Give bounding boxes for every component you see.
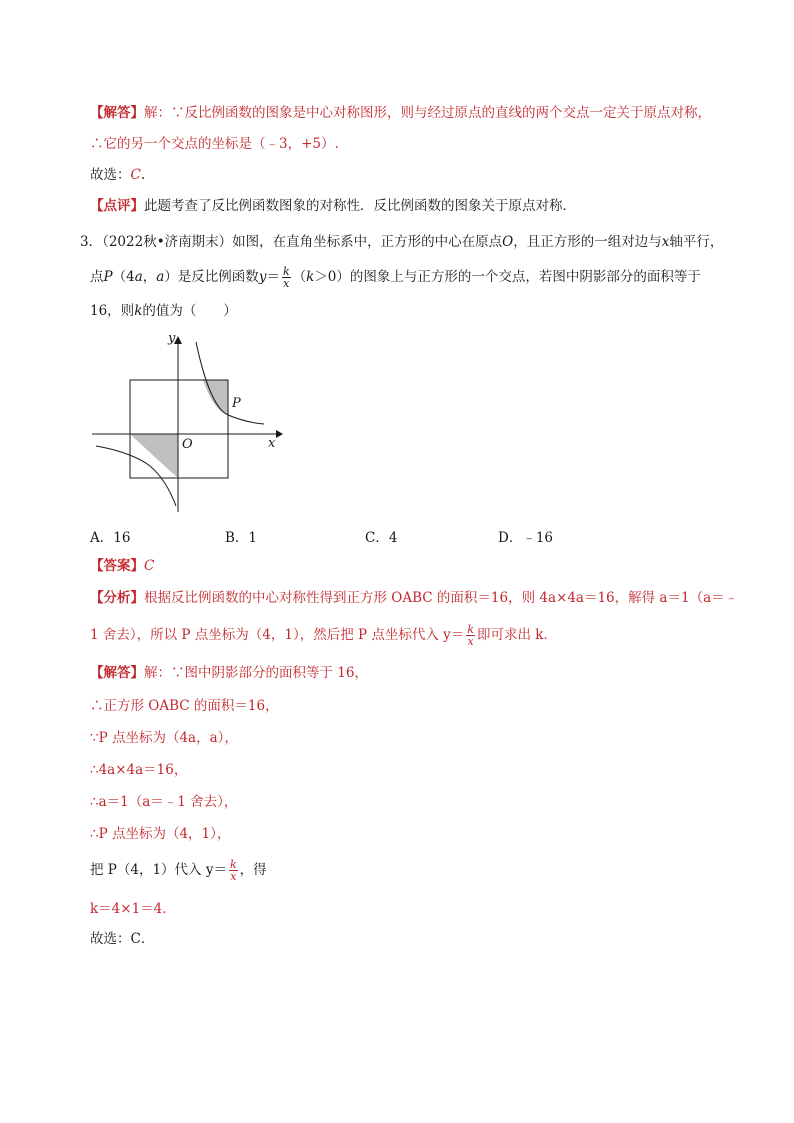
analysis-text-2a: 1 舍去），所以 P 点坐标为（4，1），然后把 P 点坐标代入 y＝ xyxy=(90,627,465,643)
question-text: 如图，在直角坐标系中，正方形的中心在原点 xyxy=(232,234,503,250)
solution-tag: 【解答】 xyxy=(90,665,144,681)
shaded-region-lower xyxy=(130,434,178,478)
fraction-k-over-x: $\frac{k}{x}$ xyxy=(282,265,290,290)
question-text: （4 xyxy=(112,269,135,285)
question-line-2 xyxy=(90,262,701,292)
prev-choice-line xyxy=(90,166,145,184)
solution-step-1: 解：∵图中阴影部分的面积等于 16， xyxy=(144,665,368,681)
question-source: （2022秋•济南期末） xyxy=(102,234,233,250)
question-text: ，且正方形的一组对边与 xyxy=(513,234,662,250)
solution-text: 解：∵反比例函数的图象是中心对称图形，则与经过原点的直线的两个交点一定关于原点对称， xyxy=(144,105,711,121)
label-y: y xyxy=(168,331,176,346)
label-o: O xyxy=(182,437,193,452)
x-axis-arrow xyxy=(276,430,283,438)
solution-step-4: ∴4a×4a＝16， xyxy=(90,762,188,778)
var-k: k xyxy=(306,269,315,285)
option-d: D．﹣16 xyxy=(498,530,554,546)
solution-step-8: k＝4×1＝4． xyxy=(90,901,176,917)
var-p: P xyxy=(103,269,113,285)
answer-line xyxy=(90,557,154,575)
solution-step-2: ∴正方形 OABC 的面积＝16， xyxy=(90,698,279,714)
solution-line-6 xyxy=(90,825,230,843)
solution-line-1 xyxy=(90,664,368,682)
solution-step-7b: ，得 xyxy=(239,862,267,878)
solution-line-2 xyxy=(90,697,279,715)
label-p: P xyxy=(232,396,241,411)
option-b: B．1 xyxy=(225,530,258,546)
analysis-tag: 【分析】 xyxy=(90,590,144,606)
solution-step-3: ∵P 点坐标为（4a，a）， xyxy=(90,730,238,746)
comment-tag: 【点评】 xyxy=(90,198,144,214)
solution-text-2: ∴它的另一个交点的坐标是（﹣3，+5）. xyxy=(90,136,339,152)
question-line-1 xyxy=(80,233,723,251)
answer-value: C xyxy=(144,558,155,574)
question-figure xyxy=(90,330,290,515)
var-a: a xyxy=(156,269,165,285)
question-text: ）是反比例函数 xyxy=(164,269,259,285)
question-line-3 xyxy=(90,302,237,320)
analysis-text-1: 根据反比例函数的中心对称性得到正方形 OABC 的面积＝16，则 4a×4a＝16，解得 a＝1（a＝﹣ xyxy=(144,590,739,606)
var-a: a xyxy=(134,269,143,285)
question-text: ， xyxy=(142,269,157,285)
choice-prefix: 故选： xyxy=(90,167,131,183)
solution-step-9: 故选：C． xyxy=(90,931,155,947)
option-c: C．4 xyxy=(365,530,398,546)
question-text: ＞0）的图象上与正方形的一个交点，若图中阴影部分的面积等于 xyxy=(314,269,701,285)
question-text: 的值为（ ） xyxy=(142,303,237,319)
solution-line-9 xyxy=(90,930,154,948)
comment-text: 此题考查了反比例函数图象的对称性．反比例函数的图象关于原点对称． xyxy=(144,198,576,214)
solution-line-7 xyxy=(90,855,267,885)
question-text: （ xyxy=(292,269,307,285)
solution-step-5: ∴a＝1（a＝﹣1 舍去）， xyxy=(90,794,238,810)
analysis-line-1 xyxy=(90,589,738,607)
comment-line xyxy=(90,197,576,215)
question-text: 16，则 xyxy=(90,303,135,319)
solution-line-3 xyxy=(90,729,238,747)
solution-step-6: ∴P 点坐标为（4，1）， xyxy=(90,826,231,842)
option-a: A．16 xyxy=(90,530,131,546)
solution-line-4 xyxy=(90,761,187,779)
prev-solution-line-1 xyxy=(90,104,711,122)
var-x: x xyxy=(661,234,670,250)
answer-tag: 【答案】 xyxy=(90,558,144,574)
choice-suffix: . xyxy=(140,167,146,183)
fraction-k-over-x: $\frac{k}{x}$ xyxy=(229,858,237,883)
fraction-k-over-x: $\frac{k}{x}$ xyxy=(467,623,474,648)
analysis-text-2b: 即可求出 k． xyxy=(476,627,557,643)
label-x: x xyxy=(268,436,276,451)
equals-sign: ＝ xyxy=(266,269,280,285)
var-k: k xyxy=(134,303,143,319)
solution-step-7a: 把 P（4，1）代入 y＝ xyxy=(90,862,227,878)
solution-tag: 【解答】 xyxy=(90,105,144,121)
question-number: 3． xyxy=(80,234,103,250)
var-y: y xyxy=(258,269,267,285)
prev-solution-line-2 xyxy=(90,135,339,153)
analysis-line-2 xyxy=(90,620,557,650)
solution-line-5 xyxy=(90,793,237,811)
solution-line-8 xyxy=(90,900,176,918)
var-o: O xyxy=(502,234,514,250)
choice-answer: C xyxy=(130,167,141,183)
question-text: 轴平行， xyxy=(669,234,724,250)
question-text: 点 xyxy=(90,269,104,285)
shaded-region-upper xyxy=(203,380,228,415)
